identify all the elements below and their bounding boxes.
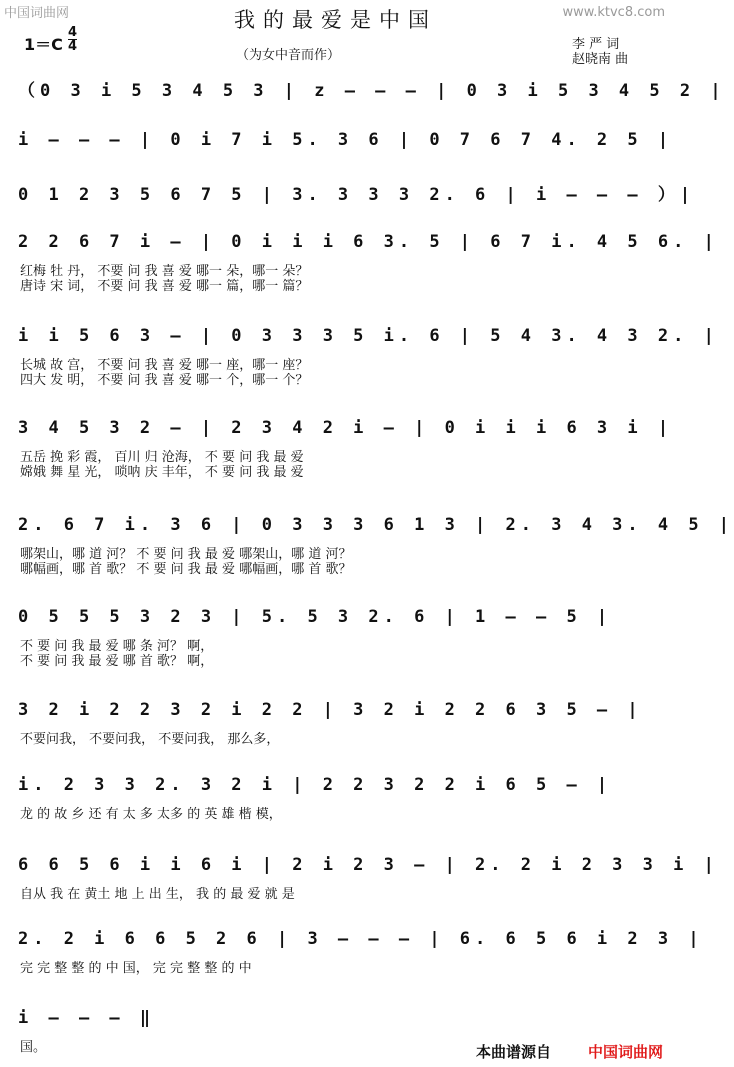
staff-line	[0, 130, 674, 170]
lyric-line: 唐诗 宋 词， 不要 问 我 喜 爱 哪一 篇，哪一 篇？	[20, 279, 309, 294]
lyric-line: 五岳 挽 彩 霞， 百川 归 沧海， 不 要 问 我 最 爱	[20, 450, 304, 465]
notation-row: i – – – ‖	[18, 1008, 156, 1028]
staff-line	[0, 418, 674, 480]
lyric-line: 四大 发 明， 不要 问 我 喜 爱 哪一 个，哪一 个？	[20, 373, 309, 388]
notation-row: 3 4 5 3 2 – | 2 3 4 2 i – | 0 i i i 6 3 i |	[18, 418, 674, 438]
lyric-line: 哪幅画，哪 首 歌？ 不 要 问 我 最 爱 哪幅画，哪 首 歌？	[20, 562, 352, 577]
song-subtitle: （为女中音而作）	[236, 48, 341, 63]
staff-line	[0, 775, 671, 822]
staff-line	[0, 607, 671, 669]
staff-line	[0, 929, 704, 976]
lyric-line: 哪架山，哪 道 河？ 不 要 问 我 最 爱 哪架山，哪 道 河？	[20, 547, 352, 562]
staff-line	[0, 855, 719, 902]
footer-source-label: 本曲谱源自	[475, 1043, 551, 1061]
staff-line	[0, 326, 719, 388]
lyric-line: 长城 故 宫， 不要 问 我 喜 爱 哪一 座，哪一 座？	[20, 358, 309, 373]
notation-row: 2. 2 i 6 6 5 2 6 | 3 – – – | 6. 6 5 6 i 2 3 |	[18, 929, 704, 949]
notation-row: i. 2 3 3 2. 3 2 i | 2 2 3 2 2 i 6 5 – |	[18, 775, 613, 795]
notation-row: 2. 6 7 i. 3 6 | 0 3 3 3 6 1 3 | 2. 3 4 3. 4 5 |	[18, 515, 734, 535]
lyric-line: 嫦娥 舞 星 光， 唢呐 庆 丰年， 不 要 问 我 最 爱	[20, 465, 304, 480]
lyricist-credit: 李 严 词	[572, 37, 620, 52]
lyric-line: 国。	[20, 1040, 47, 1055]
lyric-line: 自从 我 在 黄土 地 上 出 生， 我 的 最 爱 就 是	[20, 887, 295, 902]
lyric-line: 不 要 问 我 最 爱 哪 首 歌？ 啊，	[20, 654, 214, 669]
lyric-line: 不要问我， 不要问我， 不要问我， 那么多，	[20, 732, 280, 747]
key-signature: 1＝C	[24, 35, 63, 54]
staff-line	[0, 76, 726, 116]
watermark-right: www.ktvc8.com	[562, 5, 665, 20]
notation-row: 3 2 i 2 2 3 2 i 2 2 | 3 2 i 2 2 6 3 5 – |	[18, 700, 643, 720]
notation-row: 6 6 5 6 i i 6 i | 2 i 2 3 – | 2. 2 i 2 3 3 i |	[18, 855, 719, 875]
lyric-line: 龙 的 故 乡 还 有 太 多 太多 的 英 雄 楷 模，	[20, 807, 282, 822]
lyric-line: 红梅 牡 丹， 不要 问 我 喜 爱 哪一 朵，哪一 朵？	[20, 264, 309, 279]
notation-row: 2 2 6 7 i – | 0 i i i 6 3. 5 | 6 7 i. 4 5 6. |	[18, 232, 719, 252]
lyric-line: 不 要 问 我 最 爱 哪 条 河？ 啊，	[20, 639, 214, 654]
song-title: 我的最爱是中国	[234, 8, 437, 32]
lyric-line: 完 完 整 整 的 中 国， 完 完 整 整 的 中	[20, 961, 252, 976]
notation-row: （0 3 i 5 3 4 5 3 | z – – – | 0 3 i 5 3 4 5 2 |	[18, 81, 726, 101]
composer-credit: 赵晓南 曲	[572, 52, 629, 67]
staff-line	[0, 232, 719, 294]
time-signature-denominator: 4	[68, 39, 78, 54]
notation-row: 0 1 2 3 5 6 7 5 | 3. 3 3 3 2. 6 | i – – – ）|	[18, 185, 696, 205]
notation-row: i i 5 6 3 – | 0 3 3 3 5 i. 6 | 5 4 3. 4 3 2. |	[18, 326, 719, 346]
staff-line	[0, 180, 696, 220]
staff-line	[0, 700, 671, 747]
notation-row: 0 5 5 5 3 2 3 | 5. 5 3 2. 6 | 1 – – 5 |	[18, 607, 613, 627]
time-signature-numerator: 4	[68, 25, 78, 40]
watermark-left: 中国词曲网	[4, 6, 70, 21]
staff-line	[0, 515, 734, 577]
notation-row: i – – – | 0 i 7 i 5. 3 6 | 0 7 6 7 4. 2 5 |	[18, 130, 674, 150]
footer-brand: 中国词曲网	[587, 1043, 663, 1061]
time-signature	[68, 26, 77, 53]
